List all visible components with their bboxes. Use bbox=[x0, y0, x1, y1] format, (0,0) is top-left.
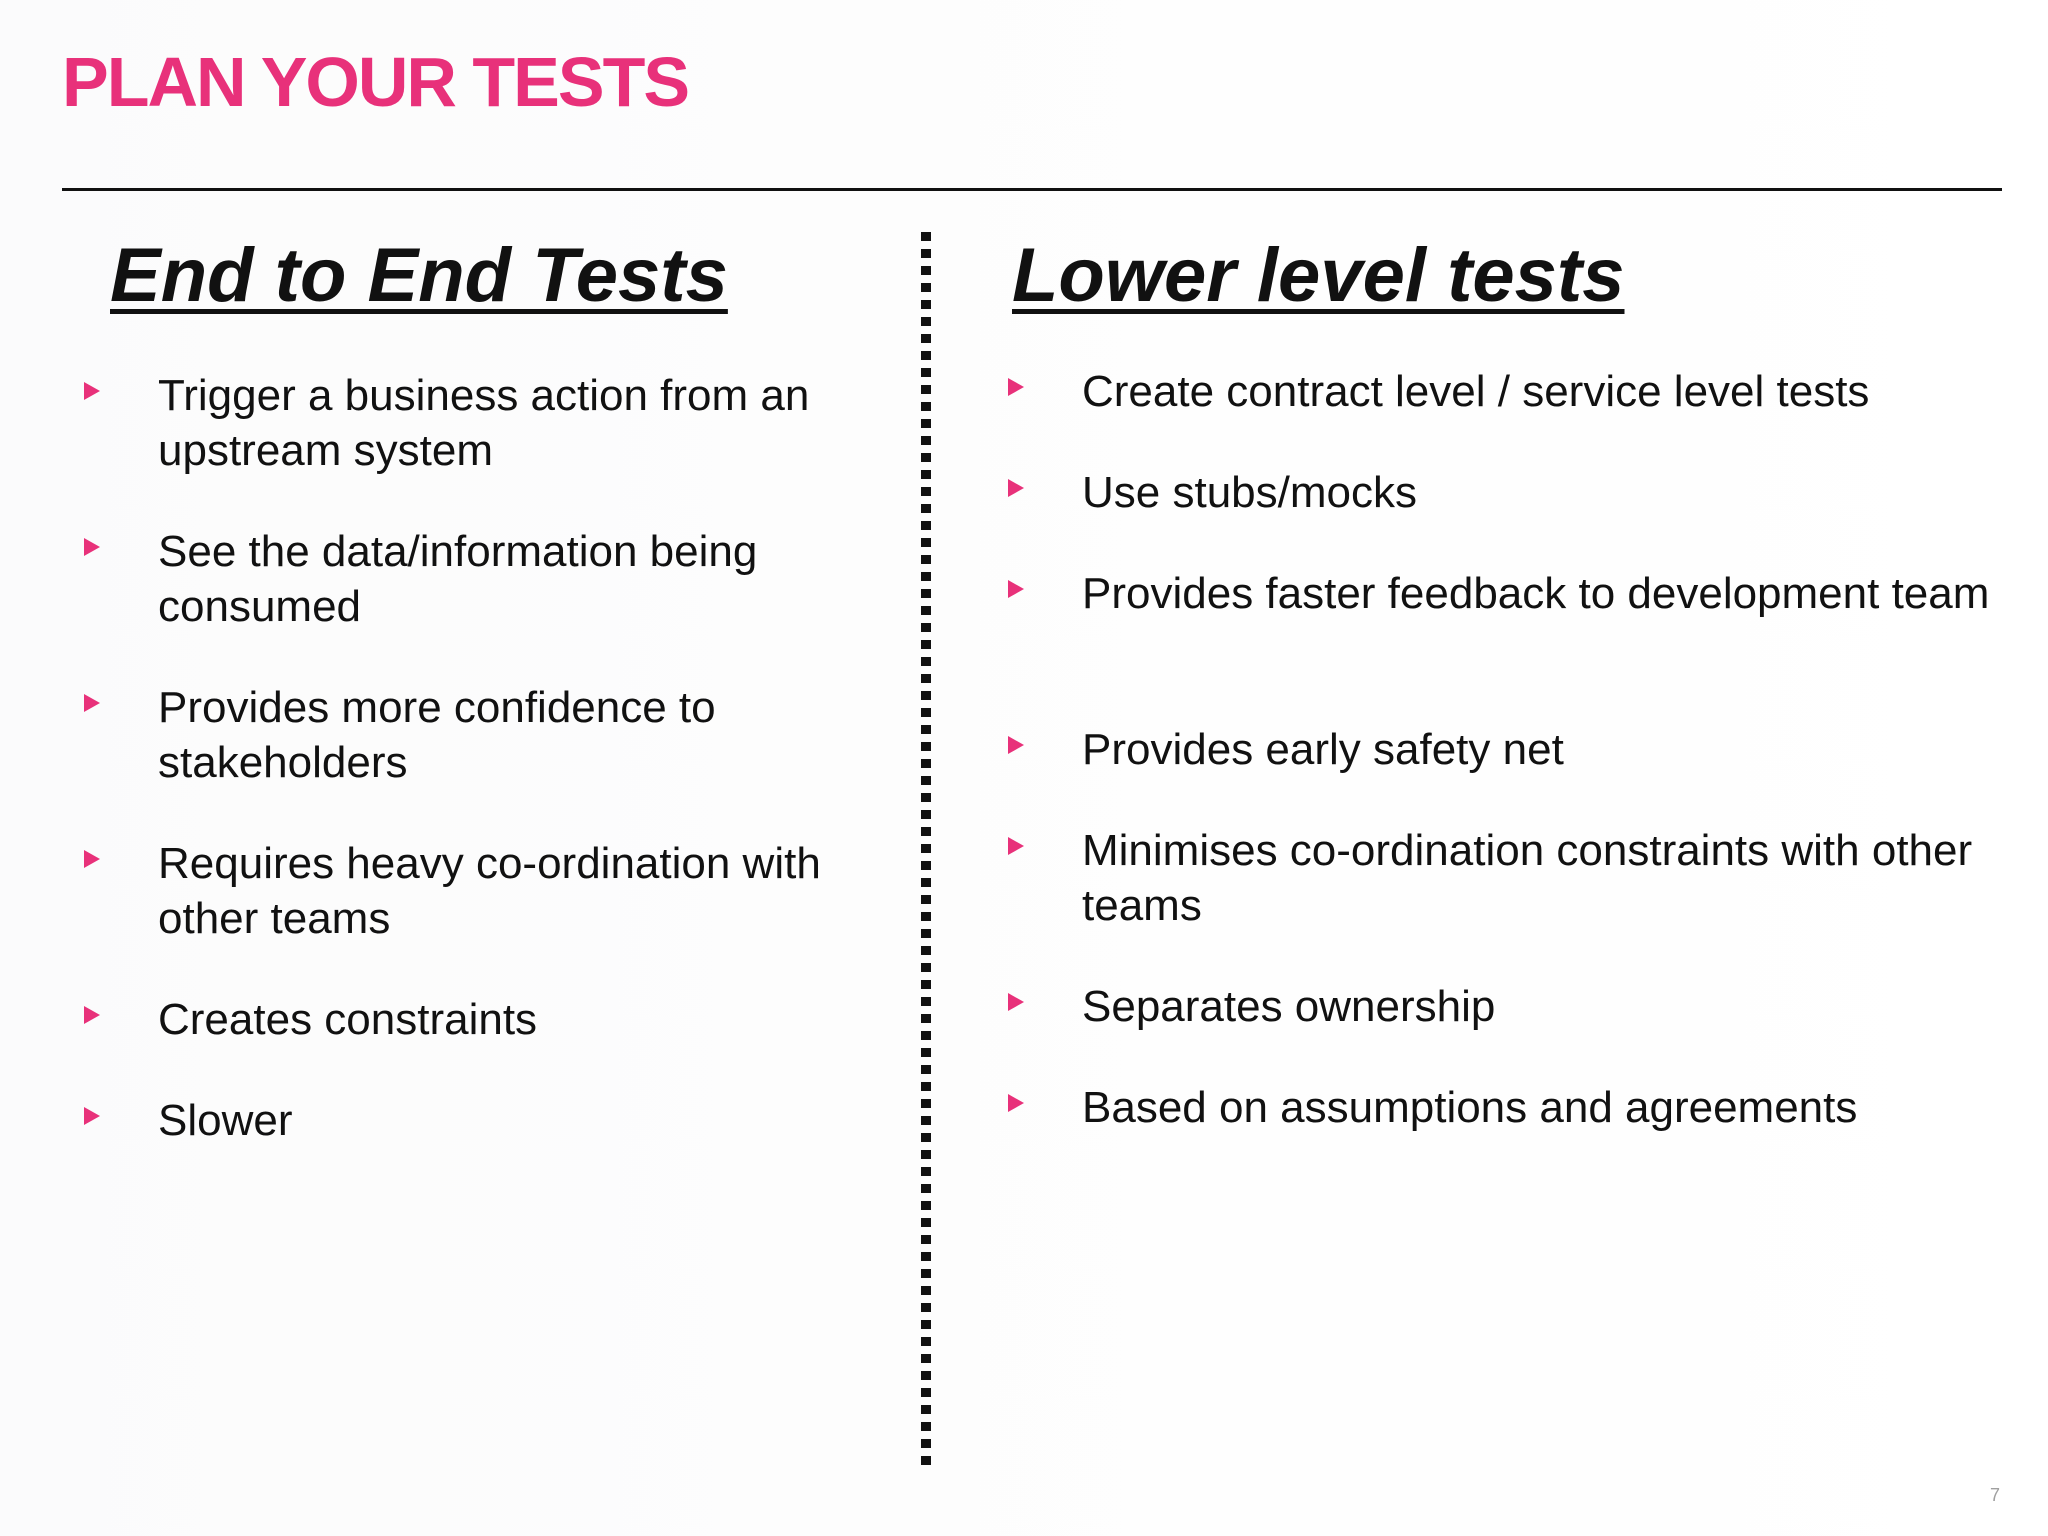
triangle-bullet-icon bbox=[84, 382, 100, 400]
end-to-end-tests-heading: End to End Tests bbox=[110, 233, 728, 318]
list-item bbox=[1008, 566, 2018, 621]
title-divider-line bbox=[62, 188, 2002, 191]
list-item-text: Provides early safety net bbox=[1082, 725, 1564, 774]
list-item bbox=[84, 836, 864, 946]
list-item-text: Creates constraints bbox=[158, 995, 538, 1044]
list-item bbox=[1008, 823, 2018, 933]
triangle-bullet-icon bbox=[1008, 479, 1024, 497]
list-item bbox=[1008, 722, 2018, 777]
list-item-text: Slower bbox=[158, 1096, 293, 1145]
list-item bbox=[84, 1093, 864, 1148]
list-item bbox=[84, 992, 864, 1047]
triangle-bullet-icon bbox=[1008, 1094, 1024, 1112]
list-item-text: Separates ownership bbox=[1082, 982, 1496, 1031]
triangle-bullet-icon bbox=[1008, 837, 1024, 855]
triangle-bullet-icon bbox=[84, 1006, 100, 1024]
list-item bbox=[1008, 979, 2018, 1034]
triangle-bullet-icon bbox=[1008, 580, 1024, 598]
list-item-text: Minimises co-ordination constraints with other teams bbox=[1082, 826, 1973, 930]
list-item-text: See the data/information being consumed bbox=[158, 527, 758, 631]
lower-level-tests-heading: Lower level tests bbox=[1012, 233, 1625, 318]
page-number: 7 bbox=[1989, 1485, 2000, 1505]
list-item bbox=[84, 368, 864, 478]
list-item-text: Trigger a business action from an upstream system bbox=[158, 371, 810, 475]
column-divider-dotted-line bbox=[921, 232, 931, 1472]
triangle-bullet-icon bbox=[1008, 993, 1024, 1011]
list-item bbox=[1008, 465, 2018, 520]
slide-title: PLAN YOUR TESTS bbox=[62, 43, 689, 121]
list-item bbox=[1008, 1080, 2018, 1135]
triangle-bullet-icon bbox=[84, 694, 100, 712]
list-item-text: Requires heavy co-ordination with other teams bbox=[158, 839, 821, 943]
triangle-bullet-icon bbox=[84, 538, 100, 556]
triangle-bullet-icon bbox=[1008, 378, 1024, 396]
list-item-text: Based on assumptions and agreements bbox=[1082, 1083, 1858, 1132]
list-item-text: Provides more confidence to stakeholders bbox=[158, 683, 716, 787]
triangle-bullet-icon bbox=[84, 1107, 100, 1125]
triangle-bullet-icon bbox=[84, 850, 100, 868]
list-item bbox=[1008, 364, 2018, 419]
list-item-text: Provides faster feedback to development team bbox=[1082, 569, 1990, 618]
list-item-text: Use stubs/mocks bbox=[1082, 468, 1417, 517]
list-item-text: Create contract level / service level tests bbox=[1082, 367, 1870, 416]
list-item bbox=[84, 524, 864, 634]
triangle-bullet-icon bbox=[1008, 736, 1024, 754]
list-item bbox=[84, 680, 864, 790]
